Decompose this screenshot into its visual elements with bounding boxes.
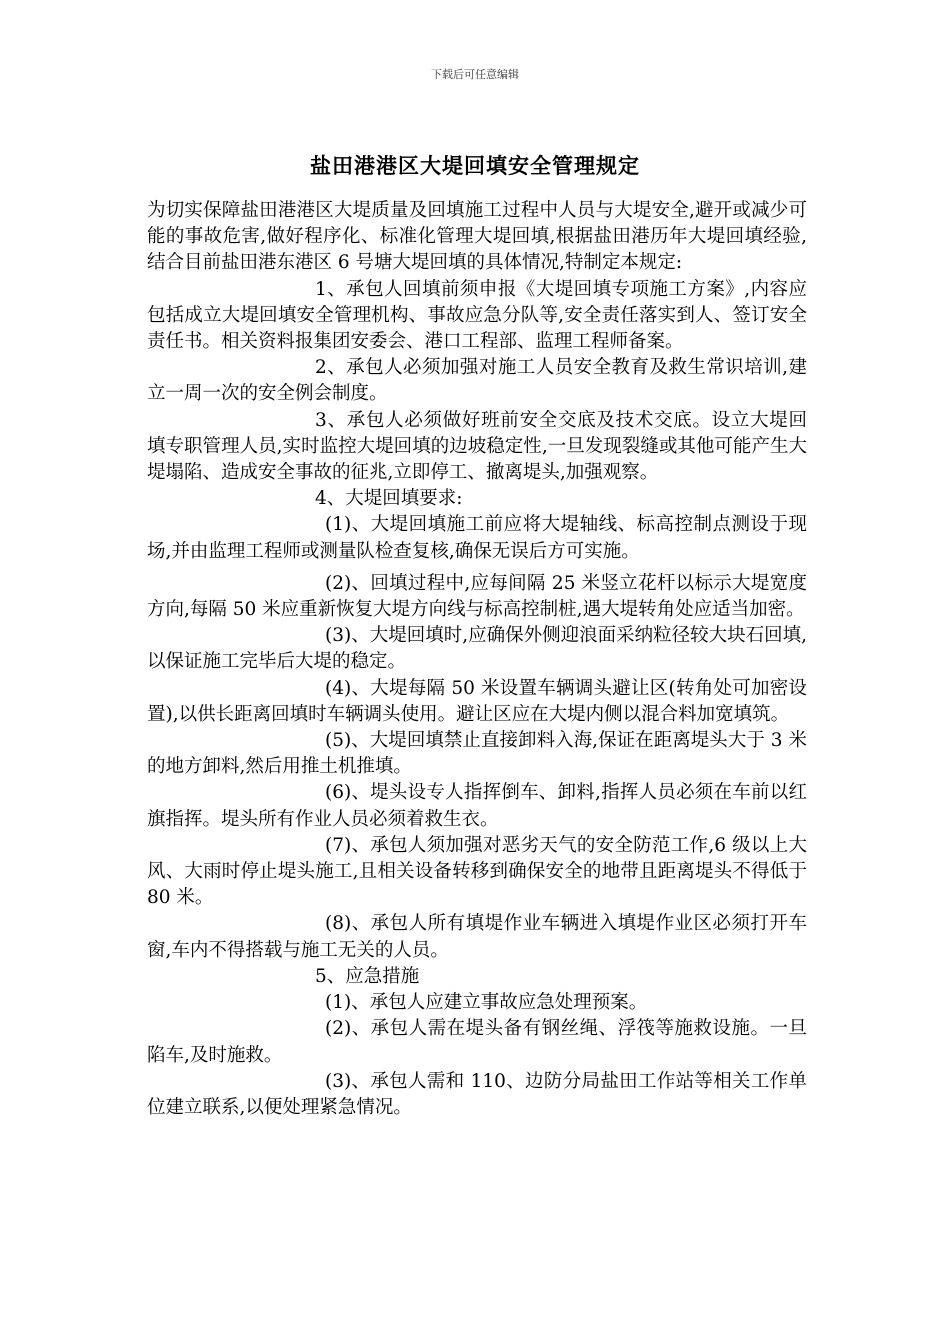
section-3-paragraph: 3、承包人必须做好班前安全交底及技术交底。设立大堤回填专职管理人员,实时监控大堤回填的边坡稳定性,一旦发现裂缝或其他可能产生大堤塌陷、造成安全事故的征兆,立即停工、撤离堤头,加强观察。 [147,409,807,484]
emergency-measure-1: (1)、承包人应建立事故应急处理预案。 [325,992,648,1014]
section-1-paragraph: 1、承包人回填前须申报《大堤回填专项施工方案》,内容应包括成立大堤回填安全管理机构、事故应急分队等,安全责任落实到人、签订安全责任书。相关资料报集团安委会、港口工程部、监理工程师备案。 [147,278,807,353]
fill-requirement-4: (4)、大堤每隔 50 米设置车辆调头避让区(转角处可加密设置),以供长距离回填时车辆调头使用。避让区应在大堤内侧以混合料加宽填筑。 [147,677,807,725]
fill-requirement-7: (7)、承包人须加强对恶劣天气的安全防范工作,6 级以上大风、大雨时停止堤头施工,且相关设备转移到确保安全的地带且距离堤头不得低于 80 米。 [147,834,807,909]
page-header-note: 下载后可任意编辑 [431,68,519,81]
fill-requirement-8: (8)、承包人所有填堤作业车辆进入填堤作业区必须打开车窗,车内不得搭载与施工无关的人员。 [147,913,807,961]
section-5-heading: 5、应急措施 [315,965,420,987]
section-2-paragraph: 2、承包人必须加强对施工人员安全教育及救生常识培训,建立一周一次的安全例会制度。 [147,357,807,405]
section-4-heading: 4、大堤回填要求: [315,488,463,510]
document-body [147,198,807,1121]
intro-paragraph: 为切实保障盐田港港区大堤质量及回填施工过程中人员与大堤安全,避开或减少可能的事故危害,做好程序化、标准化管理大堤回填,根据盐田港历年大堤回填经验,结合目前盐田港东港区 6 号塘大堤回填的具体情况,特制定本规定: [147,200,807,274]
fill-requirement-3: (3)、大堤回填时,应确保外侧迎浪面采纳粒径较大块石回填,以保证施工完毕后大堤的稳定。 [147,625,807,673]
fill-requirement-6: (6)、堤头设专人指挥倒车、卸料,指挥人员必须在车前以红旗指挥。堤头所有作业人员必须着救生衣。 [147,782,807,830]
emergency-measure-3: (3)、承包人需和 110、边防分局盐田工作站等相关工作单位建立联系,以便处理紧急情况。 [147,1070,807,1118]
fill-requirement-1: (1)、大堤回填施工前应将大堤轴线、标高控制点测设于现场,并由监理工程师或测量队检查复核,确保无误后方可实施。 [147,514,807,562]
emergency-measure-2: (2)、承包人需在堤头备有钢丝绳、浮筏等施救设施。一旦陷车,及时施救。 [147,1018,807,1066]
fill-requirement-2: (2)、回填过程中,应每间隔 25 米竖立花杆以标示大堤宽度方向,每隔 50 米应重新恢复大堤方向线与标高控制桩,遇大堤转角处应适当加密。 [147,572,807,621]
fill-requirement-5: (5)、大堤回填禁止直接卸料入海,保证在距离堤头大于 3 米的地方卸料,然后用推土机推填。 [147,730,807,778]
document-title: 盐田港港区大堤回填安全管理规定 [310,154,640,178]
